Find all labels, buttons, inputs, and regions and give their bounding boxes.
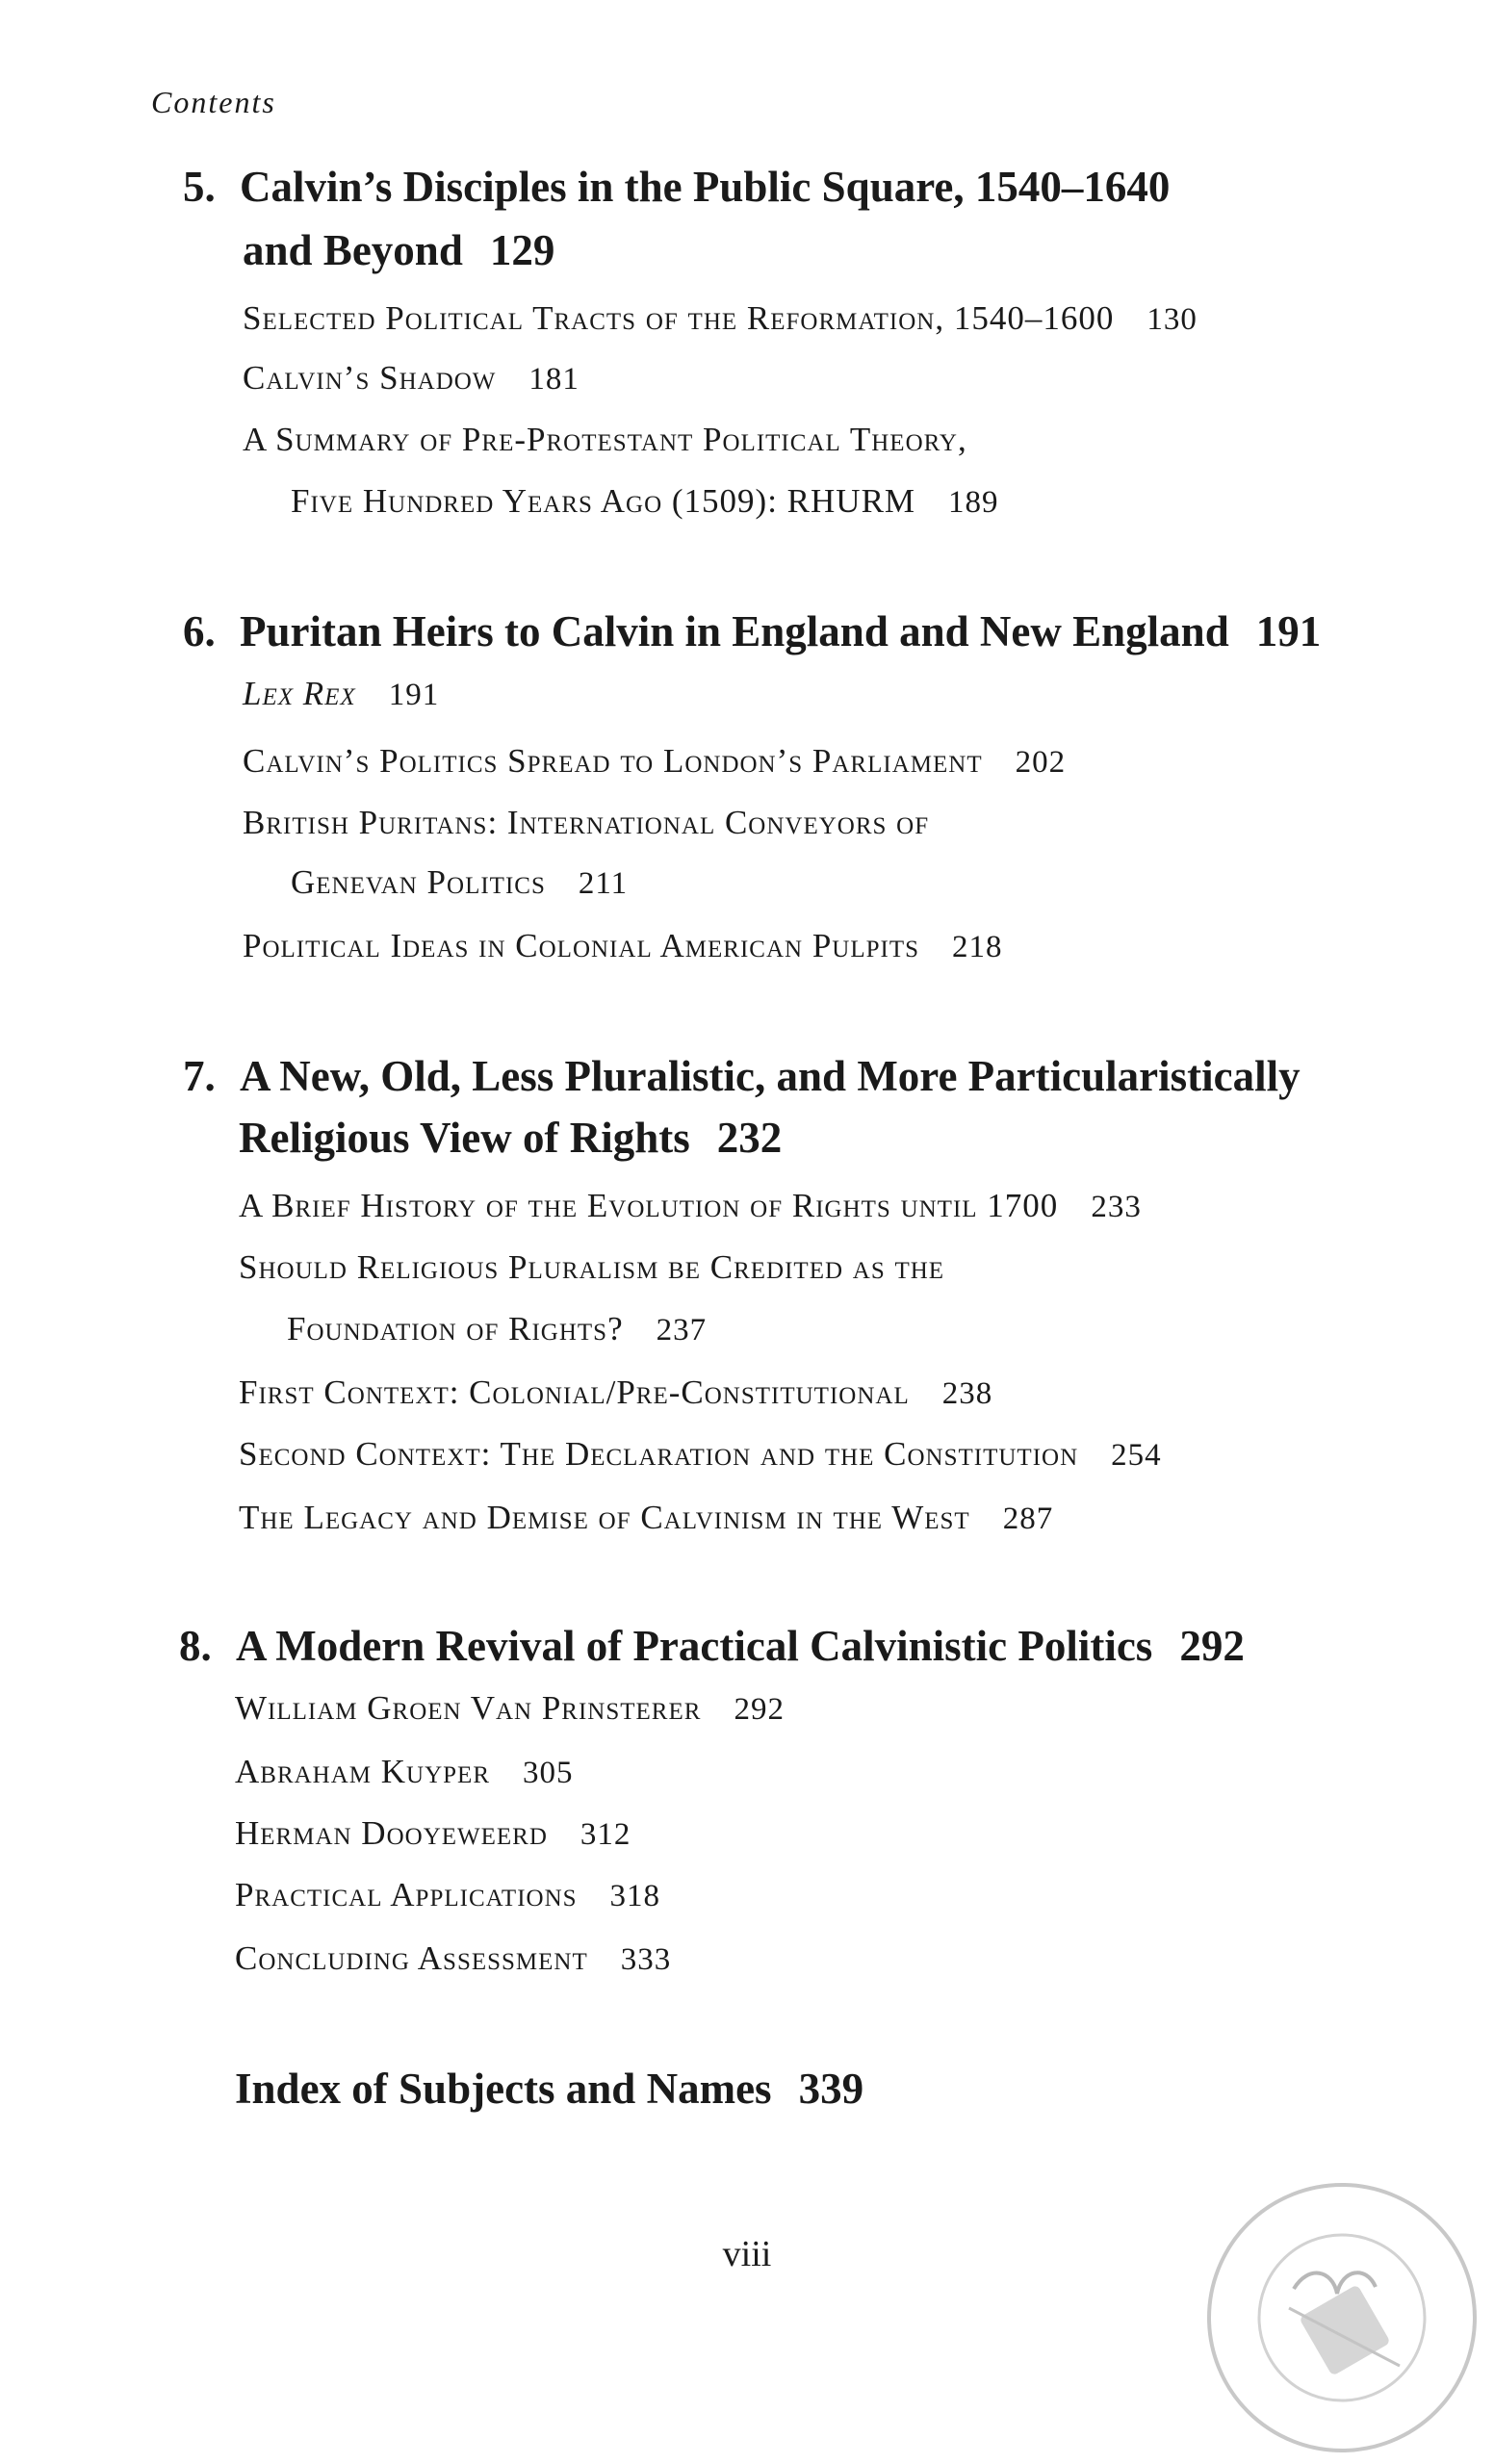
chapter-5-title-text2: and Beyond bbox=[243, 226, 463, 274]
entry-text: William Groen Van Prinsterer bbox=[235, 1689, 702, 1727]
toc-entry bbox=[235, 1684, 785, 1733]
entry-text: Selected Political Tracts of the Reformation, 1540–1600 bbox=[243, 299, 1115, 337]
entry-page: 333 bbox=[620, 1942, 672, 1977]
entry-page: 292 bbox=[734, 1692, 785, 1727]
toc-entry bbox=[243, 295, 1198, 344]
entry-page: 318 bbox=[609, 1879, 661, 1913]
entry-text: Calvin’s Shadow bbox=[243, 359, 497, 397]
entry-text: First Context: Colonial/Pre-Constitutional bbox=[239, 1373, 910, 1411]
chapter-7-title-line1 bbox=[183, 1043, 1301, 1109]
toc-entry bbox=[243, 737, 1066, 786]
entry-text: Second Context: The Declaration and the Constitution bbox=[239, 1435, 1079, 1473]
chapter-7-title-line2 bbox=[239, 1105, 782, 1170]
toc-entry bbox=[239, 1494, 1053, 1543]
entry-page: 237 bbox=[656, 1313, 708, 1348]
entry-text: Five Hundred Years Ago (1509): RHURM bbox=[291, 482, 916, 520]
index-entry bbox=[235, 2056, 863, 2121]
toc-entry bbox=[235, 1871, 660, 1920]
chapter-6-page: 191 bbox=[1255, 607, 1322, 655]
entry-text: Foundation of Rights? bbox=[287, 1310, 624, 1348]
toc-entry bbox=[243, 416, 967, 464]
entry-page: 254 bbox=[1111, 1438, 1162, 1473]
toc-entry bbox=[239, 1369, 992, 1418]
toc-entry bbox=[291, 859, 628, 908]
entry-page: 130 bbox=[1146, 302, 1198, 337]
entry-text: Should Religious Pluralism be Credited as the bbox=[239, 1248, 945, 1286]
entry-text: The Legacy and Demise of Calvinism in the West bbox=[239, 1499, 970, 1536]
watermark-stamp bbox=[1198, 2173, 1486, 2462]
page-folio: viii bbox=[722, 2234, 772, 2274]
entry-page: 312 bbox=[580, 1817, 631, 1852]
entry-text: British Puritans: International Conveyors of bbox=[243, 804, 930, 841]
index-page: 339 bbox=[798, 2065, 864, 2113]
toc-entry bbox=[235, 1935, 671, 1984]
entry-text: Genevan Politics bbox=[291, 863, 546, 901]
entry-text: Herman Dooyeweerd bbox=[235, 1814, 548, 1852]
entry-text: A Brief History of the Evolution of Rights until 1700 bbox=[239, 1187, 1059, 1224]
entry-page: 202 bbox=[1015, 745, 1067, 780]
chapter-8-page: 292 bbox=[1179, 1622, 1245, 1670]
entry-page: 191 bbox=[388, 678, 440, 712]
running-head: Contents bbox=[151, 85, 276, 119]
chapter-5-title-line2 bbox=[243, 218, 554, 283]
toc-entry bbox=[243, 670, 439, 719]
chapter-8-title-line1 bbox=[179, 1613, 1245, 1679]
entry-page: 181 bbox=[528, 362, 580, 397]
entry-text: Concluding Assessment bbox=[235, 1939, 588, 1977]
entry-page: 218 bbox=[952, 930, 1003, 964]
chapter-5-page: 129 bbox=[489, 226, 555, 274]
toc-entry bbox=[235, 1810, 631, 1859]
entry-text: A Summary of Pre-Protestant Political Theory, bbox=[243, 421, 967, 458]
chapter-5-title-text1: Calvin’s Disciples in the Public Square, 1540–1640 bbox=[240, 163, 1171, 211]
entry-text: Lex Rex bbox=[243, 675, 356, 712]
entry-page: 287 bbox=[1002, 1502, 1054, 1536]
entry-page: 211 bbox=[578, 866, 629, 901]
toc-entry bbox=[239, 1244, 944, 1292]
toc-entry bbox=[243, 922, 1003, 971]
entry-text: Calvin’s Politics Spread to London’s Parliament bbox=[243, 742, 983, 780]
gift-box-icon bbox=[1289, 2272, 1400, 2376]
toc-entry bbox=[235, 1748, 574, 1797]
toc-entry bbox=[243, 354, 580, 403]
entry-page: 233 bbox=[1091, 1190, 1142, 1224]
chapter-7-title-text1: A New, Old, Less Pluralistic, and More Particularistically bbox=[240, 1052, 1301, 1100]
index-title: Index of Subjects and Names bbox=[235, 2065, 772, 2113]
chapter-7-page: 232 bbox=[716, 1114, 783, 1162]
chapter-8-number: 8. bbox=[179, 1622, 212, 1670]
chapter-6-title-text1: Puritan Heirs to Calvin in England and New England bbox=[240, 607, 1229, 655]
toc-entry bbox=[239, 1430, 1162, 1479]
entry-text: Abraham Kuyper bbox=[235, 1753, 491, 1790]
toc-entry bbox=[291, 477, 999, 526]
chapter-5-number: 5. bbox=[183, 163, 216, 211]
chapter-5-title-line1 bbox=[183, 154, 1170, 219]
entry-page: 305 bbox=[523, 1756, 574, 1790]
entry-page: 189 bbox=[948, 485, 999, 520]
entry-text: Practical Applications bbox=[235, 1876, 578, 1913]
chapter-7-title-text2: Religious View of Rights bbox=[239, 1114, 690, 1162]
entry-page: 238 bbox=[941, 1376, 993, 1411]
chapter-6-title-line1 bbox=[183, 599, 1321, 664]
chapter-6-number: 6. bbox=[183, 607, 216, 655]
toc-entry bbox=[243, 799, 929, 847]
chapter-8-title-text1: A Modern Revival of Practical Calvinistic Politics bbox=[236, 1622, 1153, 1670]
toc-entry bbox=[239, 1182, 1142, 1231]
toc-entry bbox=[287, 1305, 707, 1354]
entry-text: Political Ideas in Colonial American Pulpits bbox=[243, 927, 920, 964]
chapter-7-number: 7. bbox=[183, 1052, 216, 1100]
